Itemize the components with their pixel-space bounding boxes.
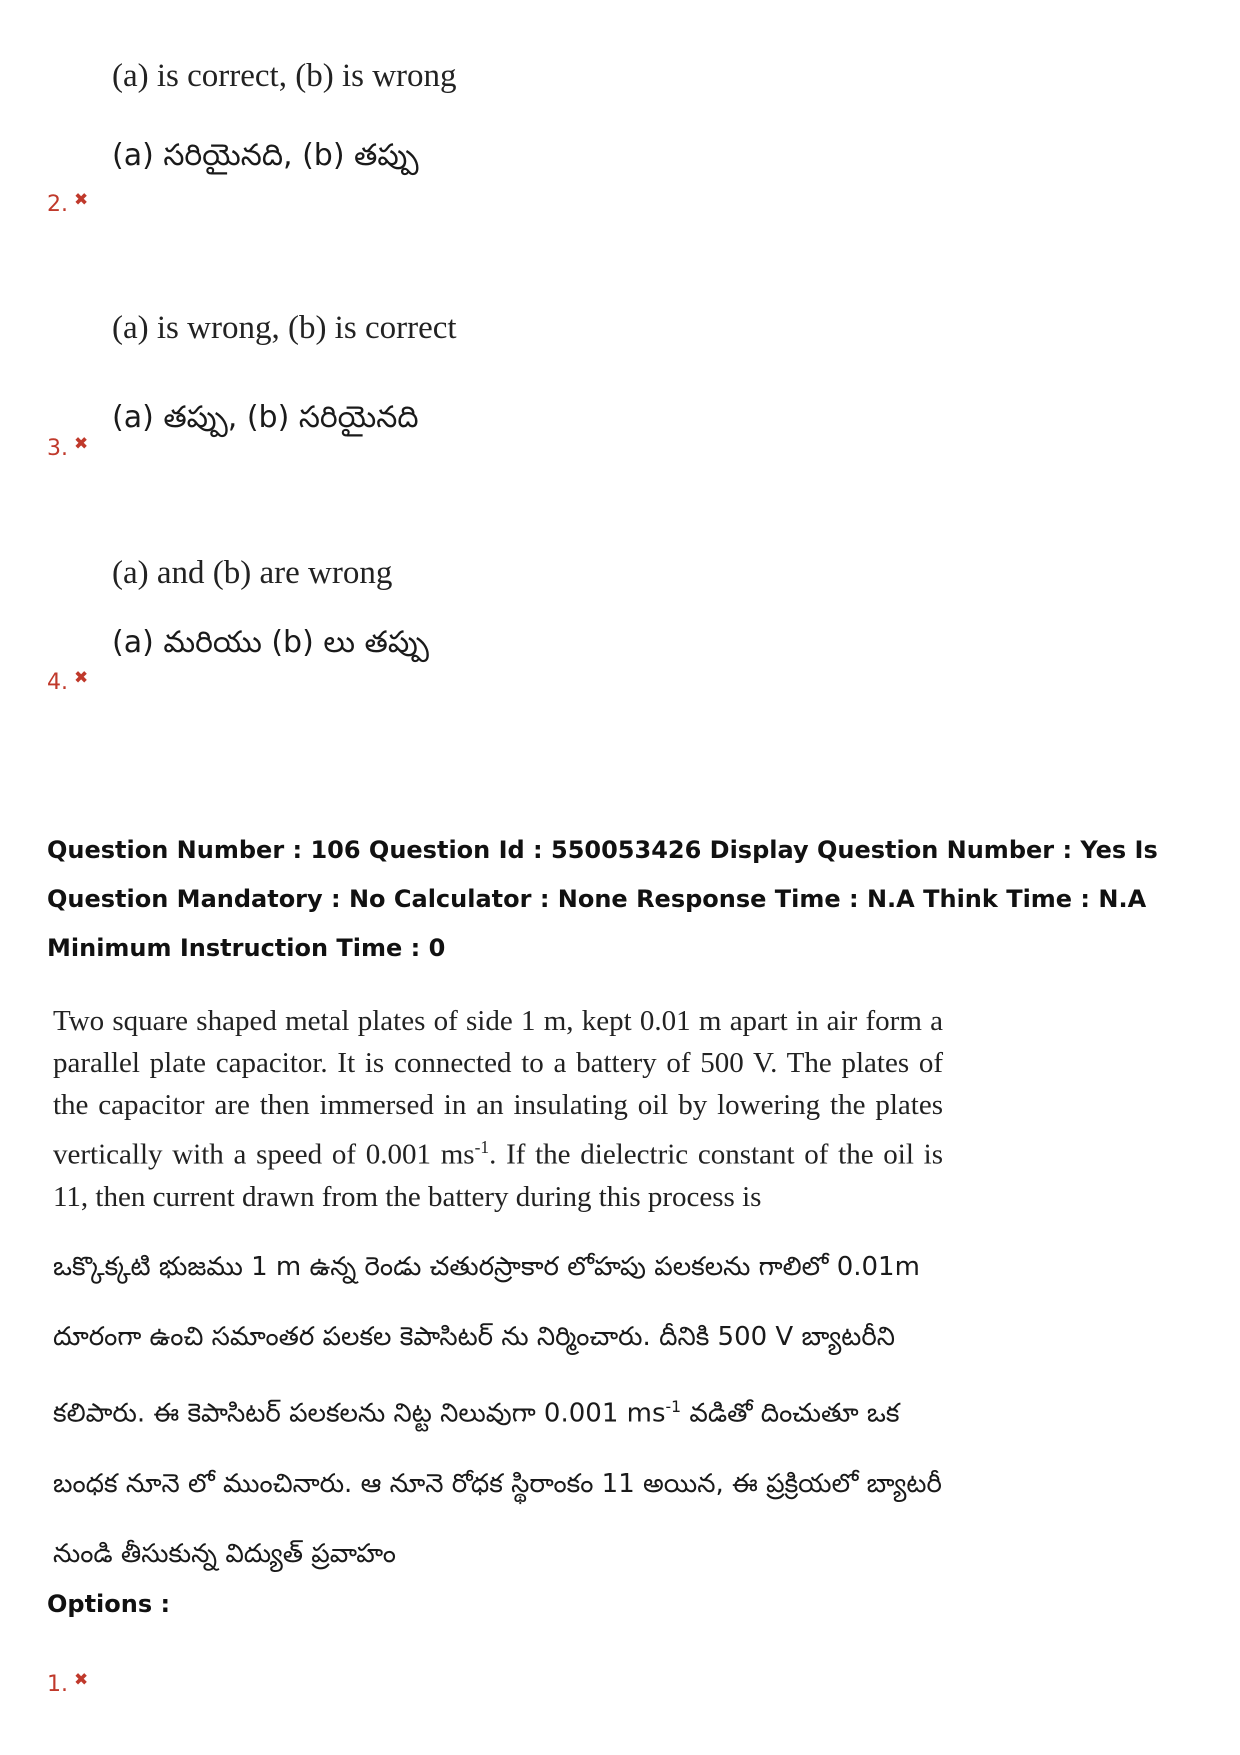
question-text-telugu <box>53 1232 953 1589</box>
option-2-number: 2. <box>47 192 68 217</box>
question-telugu-part1: ఒక్కొక్కటి భుజము 1 m ఉన్న రెండు చతురస్రాకార లోహపు పలకలను గాలిలో 0.01m దూరంగా ఉంచి సమాంతర పలకల కెపాసిటర్ ను నిర్మించారు. దీనికి 500 V బ్యాటరీని కలిపారు. ఈ కెపాసిటర్ పలకలను నిట్ట నిలువుగా 0.001 ms <box>53 1252 920 1429</box>
option-3-telugu: (a) మరియు (b) లు తప్పు <box>112 625 429 660</box>
option-3-number: 3. <box>47 436 68 461</box>
question-telugu-part2: వడితో దించుతూ ఒక బంధక నూనె లో ముంచినారు. ఆ నూనె రోధక స్థిరాంకం 11 అయిన, ఈ ప్రక్రియలో బ్యాటరీ నుండి తీసుకున్న విద్యుత్ ప్రవాహం <box>53 1398 942 1569</box>
question-telugu-superscript: -1 <box>665 1398 682 1416</box>
option-1-english: (a) is correct, (b) is wrong <box>112 58 457 94</box>
cross-icon: ✖ <box>74 190 89 210</box>
question-english-superscript: -1 <box>474 1137 490 1157</box>
option-4-marker[interactable] <box>47 670 88 695</box>
option-1-marker[interactable] <box>47 1672 88 1697</box>
cross-icon: ✖ <box>74 1670 89 1690</box>
option-1-telugu: (a) సరియైనది, (b) తప్పు <box>112 138 419 173</box>
option-3-marker[interactable] <box>47 436 88 461</box>
option-4-number: 4. <box>47 670 68 695</box>
option-3-english: (a) and (b) are wrong <box>112 555 393 591</box>
options-label: Options : <box>47 1590 171 1618</box>
question-english-part1: Two square shaped metal plates of side 1 m, kept 0.01 m apart in air form a parallel plate capacitor. It is connected to a battery of 500 V. The plates of the capacitor are then immersed in an insulating oil by lowering the plates vertically with a speed of 0.001 ms <box>53 1005 943 1171</box>
option-2-marker[interactable] <box>47 192 88 217</box>
question-meta: Question Number : 106 Question Id : 550053426 Display Question Number : Yes Is Question Mandatory : No Calculator : None Response Time : N.A Think Time : N.A Minimum Instruction Time : 0 <box>47 836 1158 962</box>
question-text-english <box>53 1000 943 1218</box>
option-2-telugu: (a) తప్పు, (b) సరియైనది <box>112 400 419 435</box>
option-2-english: (a) is wrong, (b) is correct <box>112 310 457 346</box>
option-1-number: 1. <box>47 1672 68 1697</box>
cross-icon: ✖ <box>74 434 89 454</box>
question-english-part2: . If the dielectric constant of the oil is 11, then current drawn from the battery during this process is <box>53 1138 943 1213</box>
cross-icon: ✖ <box>74 668 89 688</box>
